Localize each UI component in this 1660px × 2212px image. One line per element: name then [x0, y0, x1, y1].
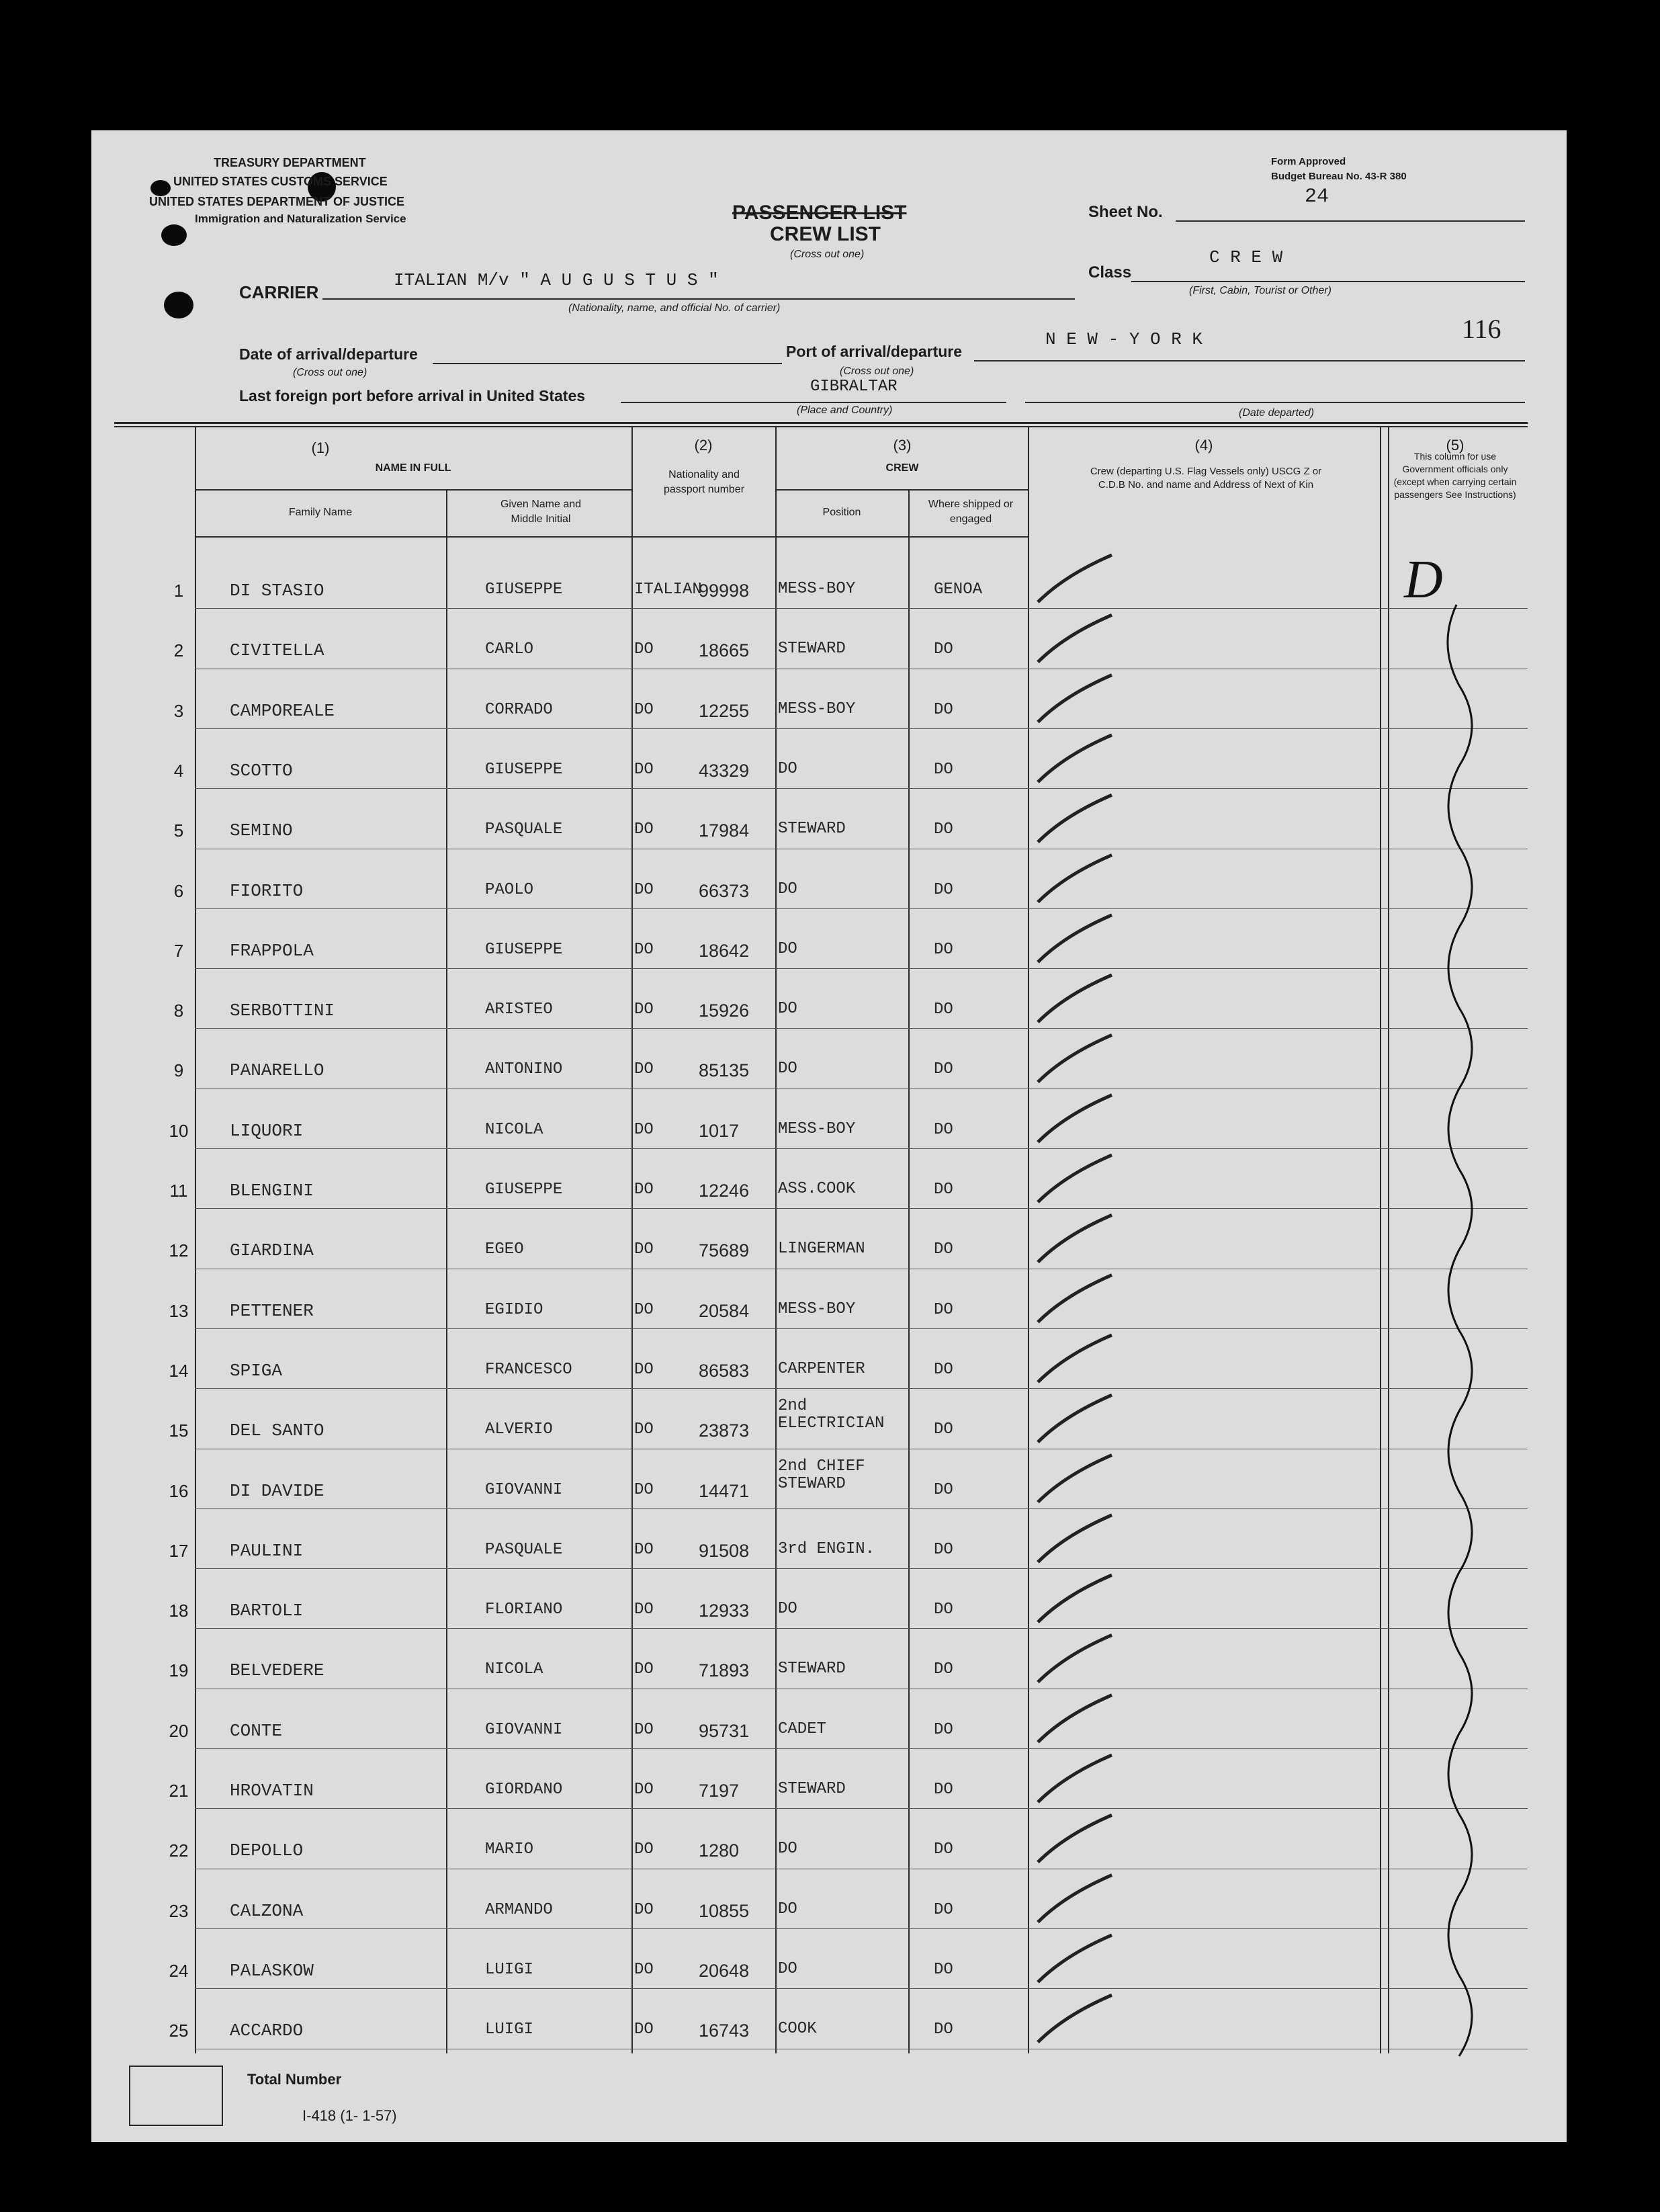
date-departed-hint: (Date departed) — [1239, 407, 1315, 419]
table-row-rule — [195, 788, 1528, 789]
class-value: C R E W — [1209, 247, 1283, 267]
family-name: HROVATIN — [230, 1781, 314, 1801]
ink-blot — [161, 224, 187, 246]
nationality: DO — [634, 1721, 654, 1739]
given-name: EGEO — [485, 1240, 524, 1259]
passport-number: 12246 — [699, 1181, 750, 1201]
row-number: 13 — [169, 1301, 189, 1321]
col-where-shipped: Where shipped or engaged — [928, 499, 1014, 525]
given-name: MARIO — [485, 1840, 534, 1859]
family-name: SEMINO — [230, 820, 293, 841]
table-row-rule — [195, 968, 1528, 969]
given-name: GIOVANNI — [485, 1721, 563, 1739]
position: CARPENTER — [778, 1360, 865, 1378]
table-row-rule — [195, 1628, 1528, 1629]
table-row-rule — [195, 1988, 1528, 1989]
nationality: DO — [634, 1361, 654, 1379]
where-shipped: GENOA — [934, 581, 983, 599]
position: CADET — [778, 1720, 827, 1738]
table-row-rule — [195, 728, 1528, 729]
col2-title: Nationality and passport number — [663, 469, 745, 495]
row-number: 20 — [169, 1721, 189, 1741]
col-divider — [1028, 426, 1029, 2053]
family-name: CAMPOREALE — [230, 701, 335, 721]
row-number: 2 — [173, 640, 184, 661]
given-name: GIUSEPPE — [485, 1181, 563, 1199]
position: DO — [778, 1000, 797, 1018]
position: 2nd CHIEF STEWARD — [778, 1457, 865, 1494]
row-number: 6 — [173, 881, 184, 901]
given-name: CARLO — [485, 640, 534, 658]
nationality: DO — [634, 1060, 654, 1078]
table-top-rule — [114, 422, 1528, 424]
sheet-no-label: Sheet No. — [1088, 203, 1163, 221]
position: DO — [778, 760, 797, 778]
date-hint: (Cross out one) — [293, 367, 367, 378]
nationality: DO — [634, 941, 654, 959]
total-number-label: Total Number — [247, 2071, 342, 2088]
passport-number: 95731 — [699, 1721, 750, 1741]
row-number: 15 — [169, 1420, 189, 1441]
col4-title: Crew (departing U.S. Flag Vessels only) USCG Z or C.D.B No. and name and Address of Next of Kin — [1090, 466, 1322, 491]
where-shipped: DO — [934, 1121, 953, 1139]
table-row-rule — [195, 1148, 1528, 1149]
passport-number: 66373 — [699, 881, 750, 901]
budget-bureau: Budget Bureau No. 43-R 380 — [1271, 171, 1407, 182]
given-name: PAOLO — [485, 881, 534, 899]
family-name: PAULINI — [230, 1541, 304, 1561]
where-shipped: DO — [934, 1001, 953, 1019]
given-name: GIORDANO — [485, 1781, 563, 1799]
row-number: 24 — [169, 1961, 189, 1981]
col-divider — [195, 426, 196, 2053]
position: 3rd ENGIN. — [778, 1540, 875, 1558]
position: STEWARD — [778, 640, 846, 658]
table-top-rule-2 — [114, 426, 1528, 427]
sheet-no-value: 24 — [1305, 185, 1329, 208]
table-row-rule — [195, 1208, 1528, 1209]
row-number: 19 — [169, 1660, 189, 1681]
family-name: CIVITELLA — [230, 640, 324, 661]
given-name: LUIGI — [485, 1961, 534, 1979]
row-number: 1 — [173, 581, 184, 601]
nationality: ITALIAN — [634, 581, 702, 599]
col-divider — [631, 426, 633, 2053]
carrier-value: ITALIAN M/v " A U G U S T U S " — [394, 270, 719, 290]
table-row-rule — [195, 1928, 1528, 1929]
port-label: Port of arrival/departure — [786, 343, 963, 360]
port-hint: (Cross out one) — [840, 366, 914, 377]
nationality: DO — [634, 1840, 654, 1859]
where-shipped: DO — [934, 1601, 953, 1619]
passport-number: 12255 — [699, 701, 750, 721]
col3-title: CREW — [885, 462, 919, 474]
nationality: DO — [634, 1001, 654, 1019]
table-row-rule — [195, 1808, 1528, 1809]
ink-blot — [164, 292, 193, 318]
where-shipped: DO — [934, 820, 953, 839]
class-hint: (First, Cabin, Tourist or Other) — [1189, 285, 1331, 296]
agency-line-1: TREASURY DEPARTMENT — [214, 156, 366, 169]
total-number-box — [129, 2066, 223, 2126]
row-number: 12 — [169, 1240, 189, 1261]
last-port-value: GIBRALTAR — [810, 378, 898, 396]
col-divider — [1380, 426, 1381, 2053]
page-number: 116 — [1462, 314, 1501, 344]
passport-number: 20584 — [699, 1301, 750, 1321]
nationality: DO — [634, 1601, 654, 1619]
nationality: DO — [634, 1181, 654, 1199]
given-name: NICOLA — [485, 1660, 543, 1678]
nationality: DO — [634, 1961, 654, 1979]
title-crew-list: CREW LIST — [770, 223, 881, 245]
where-shipped: DO — [934, 1420, 953, 1439]
row-number: 5 — [173, 820, 184, 841]
table-row-rule — [195, 1748, 1528, 1749]
form-code: I-418 (1- 1-57) — [302, 2107, 397, 2124]
passport-number: 12933 — [699, 1601, 750, 1621]
passport-number: 10855 — [699, 1901, 750, 1921]
given-name: ALVERIO — [485, 1420, 553, 1439]
nationality: DO — [634, 1901, 654, 1919]
last-port-label: Last foreign port before arrival in United States — [239, 387, 586, 405]
passport-number: 99998 — [699, 581, 750, 601]
form-approved: Form Approved — [1271, 156, 1346, 167]
agency-line-4: Immigration and Naturalization Service — [195, 212, 406, 225]
position: MESS-BOY — [778, 700, 856, 718]
row-number: 14 — [169, 1361, 189, 1381]
where-shipped: DO — [934, 2020, 953, 2039]
row-number: 17 — [169, 1541, 189, 1561]
given-name: EGIDIO — [485, 1301, 543, 1319]
table-row-rule — [195, 908, 1528, 909]
family-name: DEL SANTO — [230, 1420, 324, 1441]
where-shipped: DO — [934, 1541, 953, 1559]
col-divider — [1388, 426, 1389, 2053]
family-name: SPIGA — [230, 1361, 283, 1381]
family-name: PANARELLO — [230, 1060, 324, 1080]
family-name: DEPOLLO — [230, 1840, 304, 1861]
family-name: CALZONA — [230, 1901, 304, 1921]
col4-number: (4) — [1194, 437, 1213, 454]
family-name: LIQUORI — [230, 1121, 304, 1141]
passport-number: 7197 — [699, 1781, 740, 1801]
col5-title: This column for use Government officials only (except when carrying certain passengers See Instructions) — [1393, 451, 1517, 500]
col-family-name: Family Name — [288, 507, 353, 518]
position: MESS-BOY — [778, 1300, 856, 1318]
given-name: GIUSEPPE — [485, 581, 563, 599]
where-shipped: DO — [934, 1301, 953, 1319]
agency-line-3: UNITED STATES DEPARTMENT OF JUSTICE — [149, 195, 405, 208]
row-number: 18 — [169, 1601, 189, 1621]
family-name: DI STASIO — [230, 581, 324, 601]
position: STEWARD — [778, 1660, 846, 1678]
position: 2nd ELECTRICIAN — [778, 1397, 885, 1433]
nationality: DO — [634, 761, 654, 779]
row-number: 4 — [173, 761, 184, 781]
nationality: DO — [634, 1240, 654, 1259]
passport-number: 86583 — [699, 1361, 750, 1381]
nationality: DO — [634, 1121, 654, 1139]
position: STEWARD — [778, 820, 846, 838]
nationality: DO — [634, 1541, 654, 1559]
position: DO — [778, 940, 797, 958]
col5-number: (5) — [1446, 437, 1465, 454]
row-number: 16 — [169, 1481, 189, 1501]
last-port-line — [621, 402, 1006, 403]
given-name: PASQUALE — [485, 1541, 563, 1559]
where-shipped: DO — [934, 1721, 953, 1739]
position: STEWARD — [778, 1780, 846, 1798]
family-name: GIARDINA — [230, 1240, 314, 1261]
row-number: 21 — [169, 1781, 189, 1801]
where-shipped: DO — [934, 1181, 953, 1199]
nationality: DO — [634, 820, 654, 839]
given-name: ARMANDO — [485, 1901, 553, 1919]
title-passenger-list: PASSENGER LIST — [732, 202, 907, 224]
row-number: 11 — [169, 1181, 188, 1201]
given-name: FRANCESCO — [485, 1361, 572, 1379]
where-shipped: DO — [934, 1060, 953, 1078]
table-row-rule — [195, 1568, 1528, 1569]
row-number: 7 — [173, 941, 184, 961]
table-row-rule — [195, 608, 1528, 609]
position: DO — [778, 1960, 797, 1978]
row-number: 3 — [173, 701, 184, 721]
family-name: BELVEDERE — [230, 1660, 324, 1681]
row-number: 25 — [169, 2020, 189, 2041]
given-name: FLORIANO — [485, 1601, 563, 1619]
where-shipped: DO — [934, 701, 953, 719]
given-name: CORRADO — [485, 701, 553, 719]
nationality: DO — [634, 1301, 654, 1319]
passport-number: 23873 — [699, 1420, 750, 1441]
position: DO — [778, 1840, 797, 1858]
passport-number: 18642 — [699, 941, 750, 961]
passport-number: 75689 — [699, 1240, 750, 1261]
family-name: SERBOTTINI — [230, 1001, 335, 1021]
col1-title: NAME IN FULL — [375, 462, 451, 474]
date-label: Date of arrival/departure — [239, 345, 418, 363]
nationality: DO — [634, 1781, 654, 1799]
where-shipped: DO — [934, 1361, 953, 1379]
family-name: BARTOLI — [230, 1601, 304, 1621]
passport-number: 20648 — [699, 1961, 750, 1981]
where-shipped: DO — [934, 1781, 953, 1799]
carrier-label: CARRIER — [239, 282, 319, 302]
header-bottom-rule — [195, 536, 1029, 538]
passport-number: 85135 — [699, 1060, 750, 1080]
given-name: GIUSEPPE — [485, 941, 563, 959]
position: ASS.COOK — [778, 1180, 856, 1198]
header-subrule — [195, 489, 633, 491]
family-name: BLENGINI — [230, 1181, 314, 1201]
where-shipped: DO — [934, 1240, 953, 1259]
nationality: DO — [634, 640, 654, 658]
where-shipped: DO — [934, 761, 953, 779]
row-number: 8 — [173, 1001, 184, 1021]
position: MESS-BOY — [778, 580, 856, 598]
nationality: DO — [634, 1481, 654, 1499]
family-name: DI DAVIDE — [230, 1481, 324, 1501]
family-name: SCOTTO — [230, 761, 293, 781]
given-name: LUIGI — [485, 2020, 534, 2039]
family-name: PALASKOW — [230, 1961, 314, 1981]
col-given-name: Given Name and Middle Initial — [500, 499, 582, 525]
family-name: ACCARDO — [230, 2020, 304, 2041]
where-shipped: DO — [934, 1481, 953, 1499]
position: DO — [778, 1060, 797, 1078]
handwritten-annotation: D — [1404, 550, 1443, 609]
nationality: DO — [634, 1420, 654, 1439]
row-number: 9 — [173, 1060, 184, 1080]
position: DO — [778, 1900, 797, 1918]
row-number: 23 — [169, 1901, 189, 1921]
col-divider — [775, 426, 777, 2053]
passport-number: 16743 — [699, 2020, 750, 2041]
given-name: NICOLA — [485, 1121, 543, 1139]
carrier-hint: (Nationality, name, and official No. of carrier) — [568, 302, 781, 314]
sheet-no-line — [1176, 220, 1525, 222]
nationality: DO — [634, 1660, 654, 1678]
passport-number: 1017 — [699, 1121, 740, 1141]
agency-line-2: UNITED STATES CUSTOMS SERVICE — [173, 175, 388, 188]
port-value: N E W - Y O R K — [1045, 329, 1203, 349]
table-row-rule — [195, 1508, 1528, 1509]
title-cross-out: (Cross out one) — [790, 249, 865, 260]
passport-number: 14471 — [699, 1481, 750, 1501]
class-line — [1131, 281, 1525, 282]
nationality: DO — [634, 701, 654, 719]
passport-number: 1280 — [699, 1840, 740, 1861]
where-shipped: DO — [934, 640, 953, 658]
passport-number: 43329 — [699, 761, 750, 781]
passport-number: 17984 — [699, 820, 750, 841]
given-name: PASQUALE — [485, 820, 563, 839]
table-row-rule — [195, 1328, 1528, 1329]
given-name: ARISTEO — [485, 1001, 553, 1019]
col2-number: (2) — [694, 437, 713, 454]
passport-number: 91508 — [699, 1541, 750, 1561]
passport-number: 15926 — [699, 1001, 750, 1021]
given-name: GIOVANNI — [485, 1481, 563, 1499]
family-name: FRAPPOLA — [230, 941, 314, 961]
class-label: Class — [1088, 263, 1132, 282]
passport-number: 18665 — [699, 640, 750, 661]
position: LINGERMAN — [778, 1240, 865, 1258]
col-divider — [446, 489, 447, 2053]
where-shipped: DO — [934, 1840, 953, 1859]
last-port-hint: (Place and Country) — [797, 405, 893, 416]
carrier-line — [322, 298, 1075, 300]
nationality: DO — [634, 881, 654, 899]
position: COOK — [778, 2020, 817, 2038]
where-shipped: DO — [934, 1961, 953, 1979]
passport-number: 71893 — [699, 1660, 750, 1681]
where-shipped: DO — [934, 881, 953, 899]
given-name: ANTONINO — [485, 1060, 563, 1078]
family-name: FIORITO — [230, 881, 304, 901]
header-subrule — [775, 489, 1029, 491]
position: DO — [778, 880, 797, 898]
col-divider — [908, 489, 910, 2053]
port-line — [974, 360, 1525, 361]
ink-blot — [150, 180, 171, 196]
date-line — [433, 363, 782, 364]
where-shipped: DO — [934, 941, 953, 959]
where-shipped: DO — [934, 1660, 953, 1678]
given-name: GIUSEPPE — [485, 761, 563, 779]
col-position: Position — [822, 507, 861, 518]
col3-number: (3) — [893, 437, 912, 454]
date-departed-line — [1025, 402, 1525, 403]
row-number: 22 — [169, 1840, 189, 1861]
row-number: 10 — [169, 1121, 189, 1141]
nationality: DO — [634, 2020, 654, 2039]
family-name: PETTENER — [230, 1301, 314, 1321]
family-name: CONTE — [230, 1721, 283, 1741]
position: MESS-BOY — [778, 1120, 856, 1138]
table-row-rule — [195, 1388, 1528, 1389]
where-shipped: DO — [934, 1901, 953, 1919]
col1-number: (1) — [311, 439, 330, 456]
table-row-rule — [195, 1028, 1528, 1029]
position: DO — [778, 1600, 797, 1618]
